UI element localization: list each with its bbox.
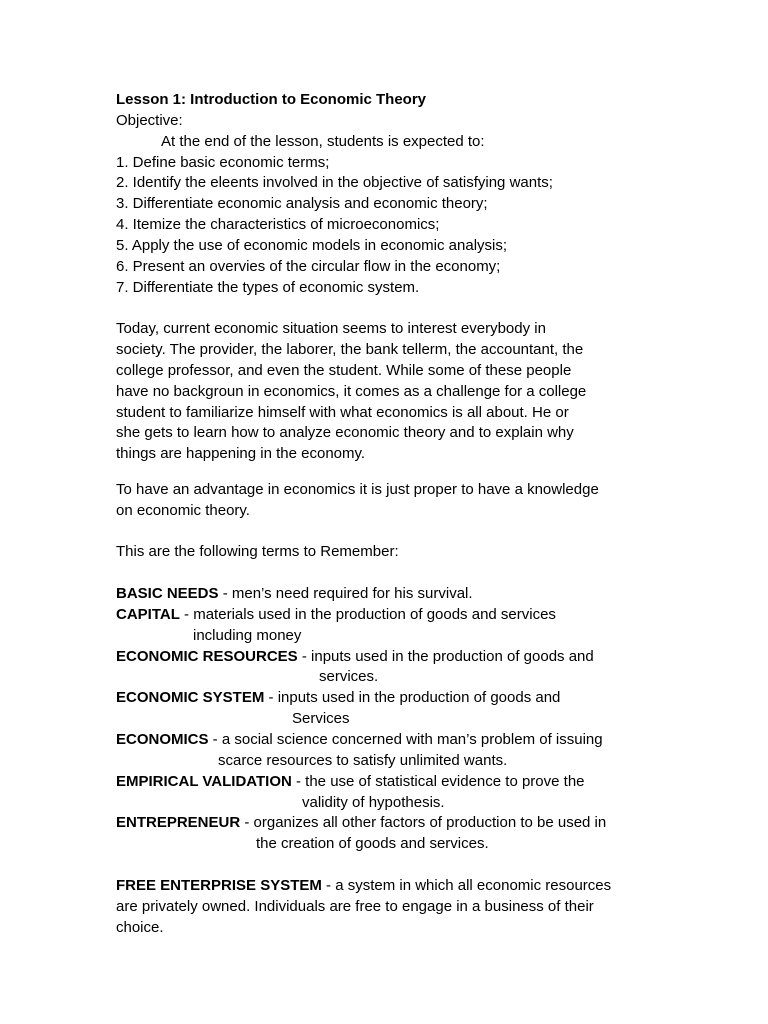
objective-item: 3. Differentiate economic analysis and economic theory; bbox=[116, 195, 488, 212]
term-definition-continued: the creation of goods and services. bbox=[256, 835, 489, 852]
term-definition-continued: validity of hypothesis. bbox=[302, 794, 445, 811]
objective-item: 6. Present an overvies of the circular flow in the economy; bbox=[116, 258, 501, 275]
paragraph-line: on economic theory. bbox=[116, 502, 250, 519]
term-entry bbox=[116, 687, 560, 708]
term-entry bbox=[116, 583, 473, 604]
term-name: ECONOMIC RESOURCES bbox=[116, 648, 298, 665]
term-definition: - a social science concerned with man’s problem of issuing bbox=[208, 731, 603, 748]
term-entry bbox=[116, 604, 556, 625]
paragraph-line: choice. bbox=[116, 919, 164, 936]
paragraph-line: student to familiarize himself with what economics is all about. He or bbox=[116, 404, 569, 421]
paragraph-line: society. The provider, the laborer, the bank tellerm, the accountant, the bbox=[116, 341, 584, 358]
objective-item: 7. Differentiate the types of economic system. bbox=[116, 279, 420, 296]
paragraph-line: college professor, and even the student. While some of these people bbox=[116, 362, 572, 379]
term-name: ENTREPRENEUR bbox=[116, 814, 241, 831]
paragraph-line: To have an advantage in economics it is just proper to have a knowledge bbox=[116, 481, 599, 498]
objective-item: 2. Identify the eleents involved in the objective of satisfying wants; bbox=[116, 174, 553, 191]
term-definition: - materials used in the production of goods and services bbox=[179, 606, 556, 623]
term-definition-continued: scarce resources to satisfy unlimited wants. bbox=[218, 752, 508, 769]
paragraph-line: Today, current economic situation seems to interest everybody in bbox=[116, 320, 546, 337]
term-definition: - inputs used in the production of goods and bbox=[297, 648, 594, 665]
term-definition-continued: including money bbox=[193, 627, 302, 644]
term-entry bbox=[116, 771, 585, 792]
term-definition: - inputs used in the production of goods and bbox=[264, 689, 561, 706]
term-entry bbox=[116, 646, 594, 667]
term-definition-continued: Services bbox=[292, 710, 350, 727]
objective-label: Objective: bbox=[116, 112, 183, 129]
term-definition: - the use of statistical evidence to prove the bbox=[291, 773, 585, 790]
term-name: CAPITAL bbox=[116, 606, 180, 623]
objective-item: 1. Define basic economic terms; bbox=[116, 154, 330, 171]
term-definition: - organizes all other factors of production to be used in bbox=[240, 814, 607, 831]
term-entry bbox=[116, 729, 603, 750]
objective-item: 5. Apply the use of economic models in economic analysis; bbox=[116, 237, 508, 254]
term-name: EMPIRICAL VALIDATION bbox=[116, 773, 292, 790]
term-entry bbox=[116, 875, 611, 896]
objective-intro: At the end of the lesson, students is expected to: bbox=[161, 133, 485, 150]
paragraph-line: are privately owned. Individuals are free to engage in a business of their bbox=[116, 898, 594, 915]
paragraph-line: things are happening in the economy. bbox=[116, 445, 366, 462]
terms-intro: This are the following terms to Remember: bbox=[116, 543, 399, 560]
term-name: ECONOMIC SYSTEM bbox=[116, 689, 265, 706]
lesson-title: Lesson 1: Introduction to Economic Theory bbox=[116, 91, 427, 108]
term-name: ECONOMICS bbox=[116, 731, 209, 748]
objective-item: 4. Itemize the characteristics of microeconomics; bbox=[116, 216, 440, 233]
term-definition-continued: services. bbox=[319, 668, 379, 685]
term-definition: - a system in which all economic resources bbox=[321, 877, 612, 894]
term-entry bbox=[116, 812, 606, 833]
paragraph-line: have no backgroun in economics, it comes as a challenge for a college bbox=[116, 383, 587, 400]
term-name: BASIC NEEDS bbox=[116, 585, 219, 602]
term-definition: - men’s need required for his survival. bbox=[218, 585, 473, 602]
paragraph-line: she gets to learn how to analyze economic theory and to explain why bbox=[116, 424, 574, 441]
term-name: FREE ENTERPRISE SYSTEM bbox=[116, 877, 322, 894]
